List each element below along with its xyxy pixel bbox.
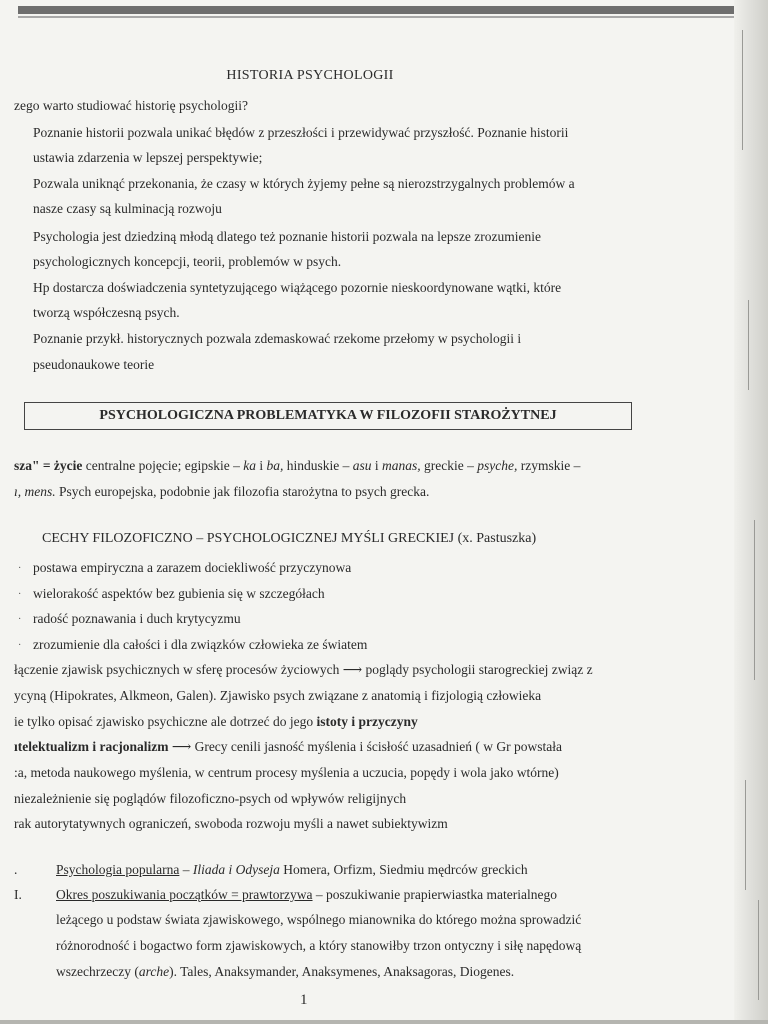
feature-item: zrozumienie dla całości i dla związków człowieka ze światem — [33, 637, 368, 652]
detail-line: ıtelektualizm i racjonalizm ⟶ Grecy cenili jasność myślenia i ścisłość uzasadnień ( w Gr powstała — [14, 739, 562, 754]
period-number: I. — [14, 887, 22, 902]
detail-line: ycyną (Hipokrates, Alkmeon, Galen). Zjawisko psych związane z anatomią i fizjologią człowieka — [14, 688, 542, 703]
page-number: 1 — [300, 992, 308, 1008]
scan-top-border — [18, 6, 738, 14]
feature-item: postawa empiryczna a zarazem dociekliwość przyczynowa — [33, 560, 352, 575]
detail-line: ie tylko opisać zjawisko psychiczne ale dotrzeć do jego istoty i przyczyny — [14, 714, 418, 729]
intro-line: Poznanie historii pozwala unikać błędów z przeszłości i przewidywać przyszłość. Poznanie historii — [33, 125, 569, 140]
intro-line: psychologicznych koncepcji, teorii, problemów w psych. — [33, 254, 342, 269]
detail-line: rak autorytatywnych ograniczeń, swoboda rozwoju myśli a nawet subiektywizm — [14, 816, 448, 831]
bullet-icon: · — [18, 614, 22, 625]
scan-top-border-thin — [18, 16, 738, 18]
period-2-line: różnorodność i bogactwo form zjawiskowych, a który stanowiłby trzon ontyczny i siłę napędową — [56, 938, 582, 953]
psyche-line-1: sza" = życie centralne pojęcie; egipskie – ka i ba, hinduskie – asu i manas, greckie – psyche, rzymskie – — [14, 458, 581, 473]
period-2-line: leżącego u podstaw świata zjawiskowego, wspólnego mianownika do którego można sprowadzić — [56, 912, 582, 927]
detail-line: niezależnienie się poglądów filozoficzno-psych od wpływów religijnych — [14, 791, 407, 806]
intro-line: Pozwala uniknąć przekonania, że czasy w których żyjemy pełne są nierozstrzygalnych problemów a — [33, 176, 575, 191]
intro-line: Psychologia jest dziedziną młodą dlatego też poznanie historii pozwala na lepsze zrozumienie — [33, 229, 541, 244]
intro-line: Hp dostarcza doświadczenia syntetyzującego wiążącego pozornie nieskoordynowane wątki, które — [33, 280, 562, 295]
section-heading: CECHY FILOZOFICZNO – PSYCHOLOGICZNEJ MYŚLI GRECKIEJ (x. Pastuszka) — [42, 531, 537, 546]
feature-item: radość poznawania i duch krytycyzmu — [33, 611, 241, 626]
intro-line: tworzą współczesną psych. — [33, 305, 180, 320]
detail-line: łączenie zjawisk psychicznych w sferę procesów życiowych ⟶ poglądy psychologii starogreckiej związ z — [14, 662, 593, 677]
boxed-heading-text: PSYCHOLOGICZNA PROBLEMATYKA W FILOZOFII STAROŻYTNEJ — [99, 408, 557, 423]
detail-line: :a, metoda naukowego myślenia, w centrum procesy myślenia a uczucia, popędy i wola jako wtórne) — [14, 765, 559, 780]
scan-right-edge — [734, 0, 768, 1024]
intro-line: pseudonaukowe teorie — [33, 357, 155, 372]
scan-bottom-edge — [0, 1020, 768, 1024]
intro-line: Poznanie przykł. historycznych pozwala zdemaskować rzekome przełomy w psychologii i — [33, 331, 522, 346]
period-1: Psychologia popularna – Iliada i Odyseja Homera, Orfizm, Siedmiu mędrców greckich — [56, 862, 528, 877]
period-2: Okres poszukiwania początków = prawtorzywa – poszukiwanie prapierwiastka materialnego — [56, 887, 557, 902]
bullet-icon: · — [18, 589, 22, 600]
period-2-line: wszechrzeczy (arche). Tales, Anaksymander, Anaksymenes, Anaksagoras, Diogenes. — [56, 964, 515, 979]
boxed-section-heading — [24, 402, 632, 430]
bullet-icon: · — [18, 563, 22, 574]
intro-line: ustawia zdarzenia w lepszej perspektywie; — [33, 150, 263, 165]
feature-item: wielorakość aspektów bez gubienia się w szczegółach — [33, 586, 325, 601]
psyche-line-2: ı, mens. Psych europejska, podobnie jak filozofia starożytna to psych grecka. — [14, 484, 430, 499]
period-number: . — [14, 862, 18, 877]
intro-question: zego warto studiować historię psychologii? — [14, 98, 248, 113]
intro-line: nasze czasy są kulminacją rozwoju — [33, 201, 222, 216]
document-title: HISTORIA PSYCHOLOGII — [226, 68, 394, 83]
bullet-icon: · — [18, 640, 22, 651]
